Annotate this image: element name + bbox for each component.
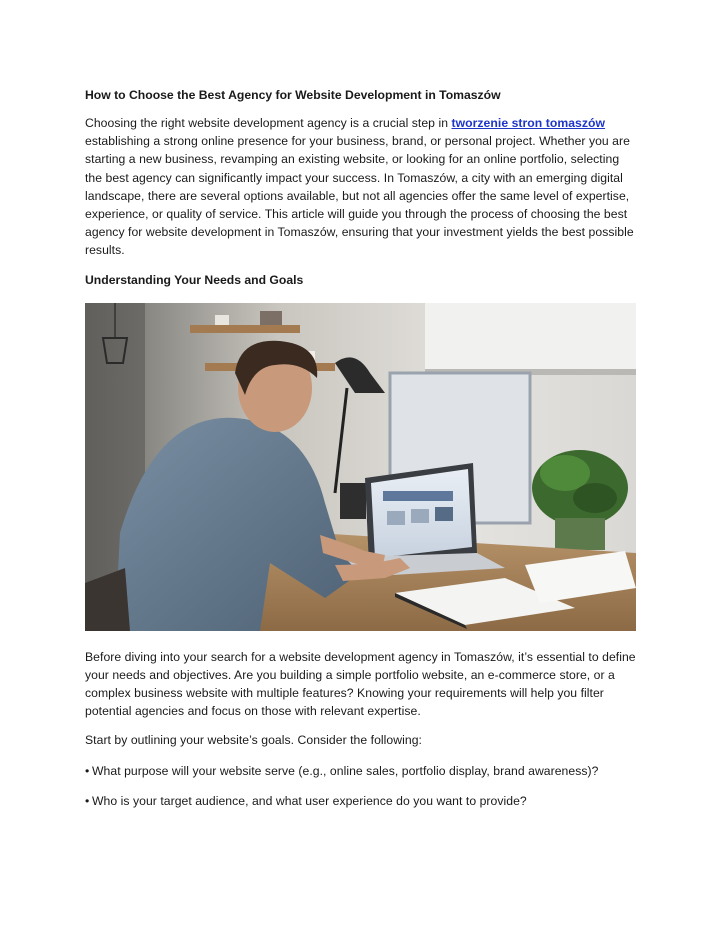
tworzenie-stron-link[interactable]: tworzenie stron tomaszów [451,116,606,130]
list-item [85,762,637,780]
office-photo [85,303,636,631]
section-heading: Understanding Your Needs and Goals [85,272,304,287]
document-page [85,86,637,822]
list-item-text: Who is your target audience, and what user experience do you want to provide? [92,793,527,808]
paragraph-start-outlining: Start by outlining your website’s goals. Consider the following: [85,733,422,748]
list-item [85,792,637,810]
bullet-dot: • [85,763,90,778]
intro-text-after-link: establishing a strong online presence for your business, brand, or personal project. Whether you are starting a new business, revamping an existing website, or looking for an online portfolio, selecting the best agency can significantly impact your success. In Tomaszów, a city with an emerging digital landscape, there are several options available, but not all agencies offer the same level of expertise, experience, or quality of service. This article will guide you through the process of choosing the best agency for website development in Tomaszów, ensuring that your investment yields the best possible results. [85,134,634,258]
list-item-text: What purpose will your website serve (e.g., online sales, portfolio display, brand awareness)? [92,763,599,778]
intro-text-before-link: Choosing the right website development agency is a crucial step in [85,116,452,130]
paragraph-before-diving: Before diving into your search for a website development agency in Tomaszów, it’s essential to define your needs and objectives. Are you building a simple portfolio website, an e-commerce store, or a complex business website with multiple features? Knowing your requirements will help you filter potential agencies and focus on those with relevant expertise. [85,649,636,719]
document-title: How to Choose the Best Agency for Website Development in Tomaszów [85,88,501,102]
intro-paragraph [85,114,637,260]
bullet-dot: • [85,793,90,808]
